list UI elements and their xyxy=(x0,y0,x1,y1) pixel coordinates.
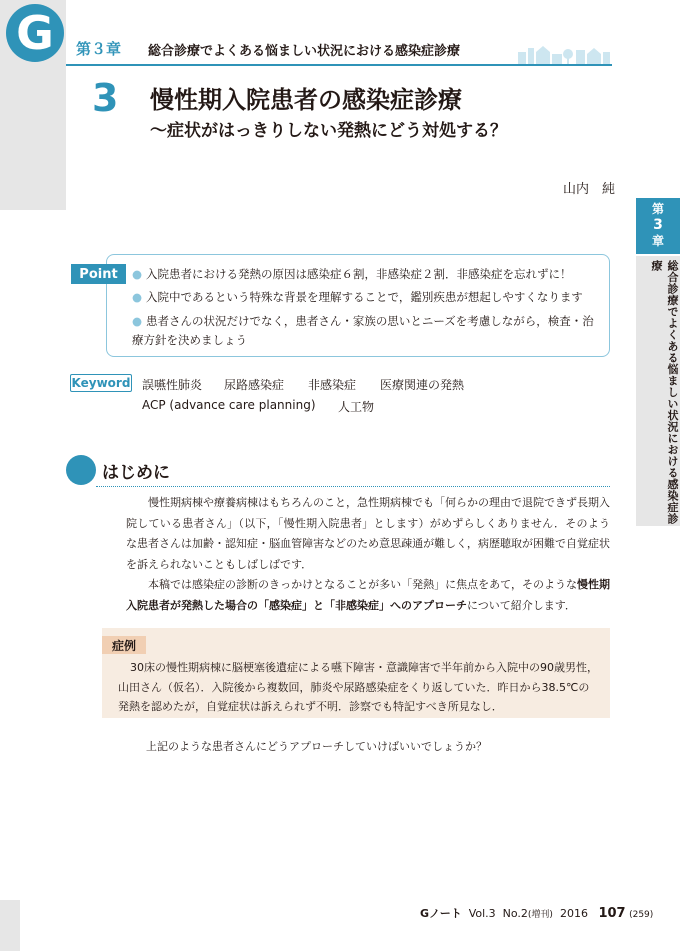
section-number: 3 xyxy=(92,76,119,120)
page-footer xyxy=(420,905,653,921)
journal-year: 2016 xyxy=(559,907,588,920)
keyword-item: 人工物 xyxy=(338,400,375,414)
keyword-item: ACP (advance care planning) xyxy=(142,398,316,412)
bullet-icon: ● xyxy=(132,290,143,304)
keyword-item: 誤嚥性肺炎 xyxy=(142,378,203,392)
bullet-icon: ● xyxy=(132,314,143,328)
point-item: ● 患者さんの状況だけでなく，患者さん・家族の思いとニーズを考慮しながら，検査・治療方針を決めましょう xyxy=(132,314,594,347)
keyword-item: 医療関連の発熱 xyxy=(380,378,465,392)
side-tab-top: 第 xyxy=(651,202,664,216)
journal-volume: Vol.3 xyxy=(468,907,496,920)
journal-number: No.2 xyxy=(502,907,528,920)
case-text: 30床の慢性期病棟に脳梗塞後遺症による嚥下障害・意識障害で半年前から入院中の90歳男性，山田さん（仮名）．入院後から複数回，肺炎や尿路感染症をくり返していた．昨日から38.5℃の発熱を認めたが，自覚症状は訴えられず不明．診察でも特記すべき所見なし． xyxy=(118,661,598,713)
body-paragraph: 本稿では感染症の診断のきっかけとなることが多い「発熱」に焦点をあて，そのような慢性期入院患者が発熱した場合の「感染症」と「非感染症」へのアプローチについて紹介します． xyxy=(126,578,611,612)
section-heading: はじめに xyxy=(102,463,170,483)
point-label: Point xyxy=(71,264,126,284)
side-tab-number: 3 xyxy=(653,217,663,233)
author-name: 山内 純 xyxy=(562,182,615,197)
body-paragraph: 慢性期病棟や療養病棟はもちろんのこと，急性期病棟でも「何らかの理由で退院できず長期入院している患者さん」（以下，「慢性期入院患者」とします）がめずらしくありません．そのような患者さんは加齢・認知症・脳血管障害などのため意思疎通が難しく，病歴聴取が困難で自覚症状を訴えられないこともしばしばです． xyxy=(126,496,610,571)
side-tab-chapter-title: 総合診療でよくある悩ましい状況における感染症診療 xyxy=(636,256,680,526)
point-item: ● 入院中であるという特殊な背景を理解することで，鑑別疾患が想起しやすくなります xyxy=(132,290,583,304)
keyword-label: Keyword xyxy=(71,376,131,390)
side-chapter-tab xyxy=(636,198,680,254)
keyword-item: 非感染症 xyxy=(308,378,357,392)
page-total: (259) xyxy=(629,910,654,920)
side-tab-bottom: 章 xyxy=(651,234,664,248)
article-title: 慢性期入院患者の感染症診療 xyxy=(150,86,462,114)
section-divider xyxy=(96,486,610,487)
point-item: ● 入院患者における発熱の原因は感染症６割，非感染症２割．非感染症を忘れずに！ xyxy=(132,267,572,281)
journal-name: Gノート xyxy=(420,907,462,920)
g-logo-icon: G xyxy=(6,4,64,62)
article-subtitle: ～症状がはっきりしない発熱にどう対処する？ xyxy=(150,121,507,141)
closing-question: 上記のような患者さんにどうアプローチしていけばいいでしょうか？ xyxy=(146,740,487,753)
case-label: 症例 xyxy=(102,636,146,654)
section-circle-icon xyxy=(66,455,96,485)
bullet-icon: ● xyxy=(132,267,143,281)
chapter-number: 第３章 xyxy=(76,40,122,58)
chapter-title: 総合診療でよくある悩ましい状況における感染症診療 xyxy=(148,44,461,59)
footer-strip xyxy=(0,900,20,951)
page-number: 107 xyxy=(598,906,626,921)
keyword-item: 尿路感染症 xyxy=(224,378,285,392)
journal-extra: (増刊) xyxy=(527,910,553,920)
town-skyline-icon xyxy=(516,42,612,64)
